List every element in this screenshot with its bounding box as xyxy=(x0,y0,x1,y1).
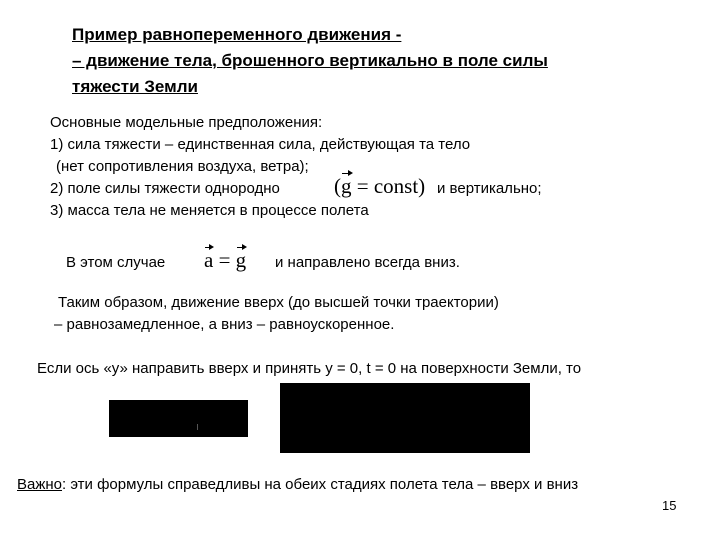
case-suffix: и направлено всегда вниз. xyxy=(275,254,460,271)
assumption-1-continued: (нет сопротивления воздуха, ветра); xyxy=(56,158,309,175)
g-vector-symbol: g xyxy=(341,174,352,198)
a-equals-g-formula xyxy=(204,248,246,273)
important-note xyxy=(17,474,578,495)
assumption-2-end: и вертикально; xyxy=(437,180,542,197)
page-number: 15 xyxy=(662,498,677,513)
assumptions-colon: : xyxy=(318,114,323,131)
g-const-formula xyxy=(334,174,425,199)
assumption-3: 3) масса тела не меняется в процессе полета xyxy=(50,202,369,219)
slide-title xyxy=(72,22,548,100)
important-text: : эти формулы справедливы на обеих стадиях полета тела – вверх и вниз xyxy=(62,476,579,493)
g-const-rest: = const) xyxy=(356,174,426,198)
title-line-2: – движение тела, брошенного вертикально в поле силы xyxy=(72,51,548,70)
assumptions-heading: Основные модельные предположения xyxy=(50,114,319,131)
equals-sign: = xyxy=(218,248,231,272)
formula-image-right xyxy=(280,383,530,453)
assumptions-heading-row xyxy=(50,112,322,133)
a-vector-symbol: a xyxy=(204,248,214,272)
assumption-1: 1) сила тяжести – единственная сила, действующая та тело xyxy=(50,136,471,153)
g-const-open-paren: ( xyxy=(334,174,341,198)
conclusion-line-2: – равнозамедленное, а вниз – равноускоренное. xyxy=(54,316,395,333)
formula-image-marker xyxy=(197,424,198,430)
important-label: Важно xyxy=(17,476,63,493)
assumption-2: 2) поле силы тяжести однородно xyxy=(50,180,280,197)
g-vector-symbol-2: g xyxy=(235,248,247,272)
title-line-3: тяжести Земли xyxy=(72,77,198,96)
axis-statement: Если ось «у» направить вверх и принять у = 0, t = 0 на поверхности Земли, то xyxy=(37,360,582,377)
formula-image-left xyxy=(109,400,248,437)
conclusion-line-1: Таким образом, движение вверх (до высшей точки траектории) xyxy=(58,294,499,311)
case-prefix: В этом случае xyxy=(66,254,166,271)
title-line-1: Пример равнопеременного движения - xyxy=(72,25,402,44)
